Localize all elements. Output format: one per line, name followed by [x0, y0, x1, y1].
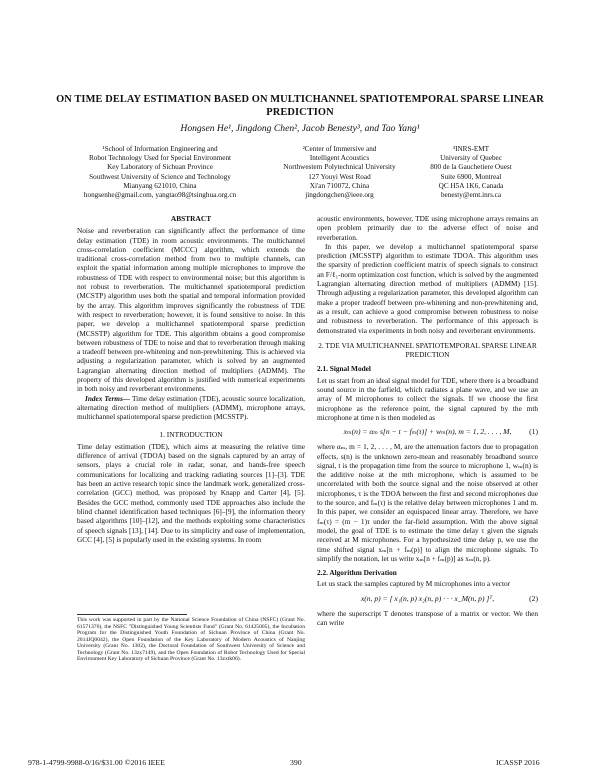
- abstract-heading: ABSTRACT: [170, 214, 212, 223]
- affiliation-1: ¹School of Information Engineering and Robot Technology Used for Special Environment Key Laboratory of Sichuan Province Southwest University of Science and Technology Mianyang 621010, China hongsenhe@gmail.com, yangtao98@tsinghua.org.cn: [83, 145, 237, 200]
- intro-heading: 1. INTRODUCTION: [159, 429, 223, 439]
- footer-isbn: 978-1-4799-9988-0/16/$31.00 ©2016 IEEE: [28, 758, 165, 767]
- equation-1: [317, 422, 538, 442]
- page-number: 390: [290, 758, 302, 767]
- intro-continued: acoustic environments, however, TDE using microphone arrays remains an open problem primarily due to the adverse effect of noise and reverberation.: [317, 214, 538, 242]
- subsection-2-1-heading: 2.1. Signal Model: [317, 364, 371, 374]
- paper-title: ON TIME DELAY ESTIMATION BASED ON MULTICHANNEL SPATIOTEMPORAL SPARSE LINEAR PREDICTION: [56, 94, 544, 118]
- equation-2-number: (2): [529, 593, 538, 603]
- equation-1-number: (1): [529, 427, 538, 437]
- algorithm-text: Let us stack the samples captured by M microphones into a vector: [317, 579, 511, 589]
- equation-2-body: x(n, p) = [ x₁(n, p) x₂(n, p) · · · x_M(n, p) ]ᵀ,: [360, 593, 495, 603]
- index-terms-text: Time delay estimation (TDE), acoustic source localization, alternating direction method of multipliers (ADMM), microphone arrays, multichannel spatiotemporal sparse prediction (MCSSTP).: [77, 393, 305, 422]
- section-2-heading: 2. TDE VIA MULTICHANNEL SPATIOTEMPORAL SPARSE LINEAR PREDICTION: [318, 340, 537, 360]
- affiliation-3: ³INRS-EMT University of Quebec 800 de la Gauchetiere Ouest Suite 6900, Montreal QC H5A 1K6, Canada benesty@emt.inrs.ca: [430, 145, 512, 200]
- intro-text: Time delay estimation (TDE), which aims at measuring the relative time difference of arrival (TDOA) based on the signals captured by an array of sensors, plays a crucial role in radar, sonar, and hands-free speech communications for localizing and tracking radiating sources [1]–[3]. TDE has been an active research topic since the landmark work, generalized cross-correlation (GCC) method, was proposed by Knapp and Carter [4], [5]. Besides the GCC method, commonly used TDE approaches also include the blind channel identification based techniques [6]–[9], the information theory based algorithms [10]–[12], and the methods exploiting some characteristics of speech signals [13], [14]. Due to its simplicity and ease of implementation, GCC [4], [5] is popularly used in the existing systems. In room: [77, 441, 305, 544]
- right-column: [317, 214, 538, 627]
- subsection-2-2-heading: 2.2. Algorithm Derivation: [317, 568, 397, 578]
- footnote-rule: [77, 614, 187, 615]
- signal-model-description: where αₘ, m = 1, 2, . . . , M, are the attenuation factors due to propagation effects, s(n) is the unknown zero-mean and reasonably broadband source signal, t is the propagation time from the source to microphone 1, wₘ(n) is the additive noise at the mth microphone, which is assumed to be uncorrelated with both the source signal and the noise observed at other microphones, τ is the TDOA between the first and second microphones due to the source, and fₘ(τ) is the relative delay between microphones 1 and m. In this paper, we consider an equispaced linear array. Therefore, we have fₘ(τ) = (m − 1)τ under the far-field assumption. With the above signal model, the goal of TDE is to estimate the time delay τ given the signals received at M microphones. For a hypothesized time delay p, we use the time shifted signal xₘ[n + fₘ(p)] to align the microphone signals. To simplify the notation, let us write xₘ[n + fₘ(p)] as xₘ(n, p).: [317, 442, 538, 563]
- transpose-note: where the superscript T denotes transpose of a matrix or vector. We then can write: [317, 608, 538, 627]
- footnote: This work was supported in part by the National Science Foundation of China (NSFC) (Grant No. 61571376), the NSFC "Distinguished Young Scientists Fund" (Grant No. 61425005), the Incubation Program for the Distinguished Youth Foundation of Sichuan Province of China (Grant No. 2014JQ0042), the Open Foundation of the Key Laboratory of Modern Acoustics of Nanjing University (Grant No. 1302), the Doctoral Foundation of Southwest University of Science and Technology (Grant No. 13zx7149), and the Open Foundation of Robot Technology Used for Special Environment Key Laboratory of Sichuan Province (Grant No. 13zxtk06).: [77, 617, 305, 662]
- affiliation-2: ²Center of Immersive and Intelligent Acoustics Northwestern Polytechnical University 127 Youyi West Road Xi'an 710072, China jingdongchen@ieee.org: [283, 145, 396, 200]
- index-terms: [77, 394, 305, 422]
- left-column: [77, 214, 305, 544]
- index-terms-label: Index Terms—: [85, 393, 131, 403]
- equation-1-body: xₘ(n) = αₘ s[n − t − fₘ(τ)] + wₘ(n), m = 1, 2, . . . , M,: [343, 427, 512, 437]
- conference-name: ICASSP 2016: [496, 758, 540, 767]
- author-list: Hongsen He¹, Jingdong Chen², Jacob Benesty³, and Tao Yang¹: [180, 123, 420, 134]
- abstract-text: Noise and reverberation can significantly affect the performance of time delay estimation (TDE) in room acoustic environments. The multichannel cross-correlation coefficient (MCCC) algorithm, which extends the traditional cross-correlation method from two to multiple channels, can exploit the spatial information among multiple microphones to improve the robustness of TDE with respect to environmental noise; but this algorithm is not robust to reverberation. The multichannel spatiotemporal prediction (MCSTP) algorithm uses both the spatial and temporal information provided by the array. This algorithm improves significantly the robustness of TDE with respect to reverberation; however, it is found sensitive to noise. In this paper, we develop a multichannel spatiotemporal sparse prediction (MCSSTP) algorithm for TDE. This algorithm obtains a good compromise between robustness of TDE to noise and that to reverberation through making a tradeoff between pre-whitening and non-prewhitening. This is achieved via adjusting a regularization parameter, which is solved by an augmented Lagrangian alternating direction method of multipliers (ADMM). The property of this developed algorithm is justified with numerical experiments in both noisy and reverberant environments.: [77, 226, 305, 394]
- equation-2: [317, 589, 538, 609]
- contribution-paragraph: In this paper, we develop a multichannel spatiotemporal sparse prediction (MCSSTP) algorithm to estimate TDOA. This algorithm uses the sparsity of prediction coefficient matrix of speech signals to construct an F/ℓ₁-norm optimization cost function, which is solved by the augmented Lagrangian alternating direction method of multipliers (ADMM) [15]. Through adjusting a regularization parameter, this developed algorithm can make a proper tradeoff between pre-whitening and non-prewhitening and, as a result, can achieve a good compromise between robustness to noise and robustness to reverberation. The performance of this approach is demonstrated via experiments in both noisy and reverberant environments.: [317, 241, 538, 335]
- signal-model-text: Let us start from an ideal signal model for TDE, where there is a broadband sound source in the farfield, which radiates a plane wave, and we use an array of M microphones to collect the signals. If we choose the first microphone as the reference point, the signal captured by the mth microphone at time n is then modeled as: [317, 375, 538, 422]
